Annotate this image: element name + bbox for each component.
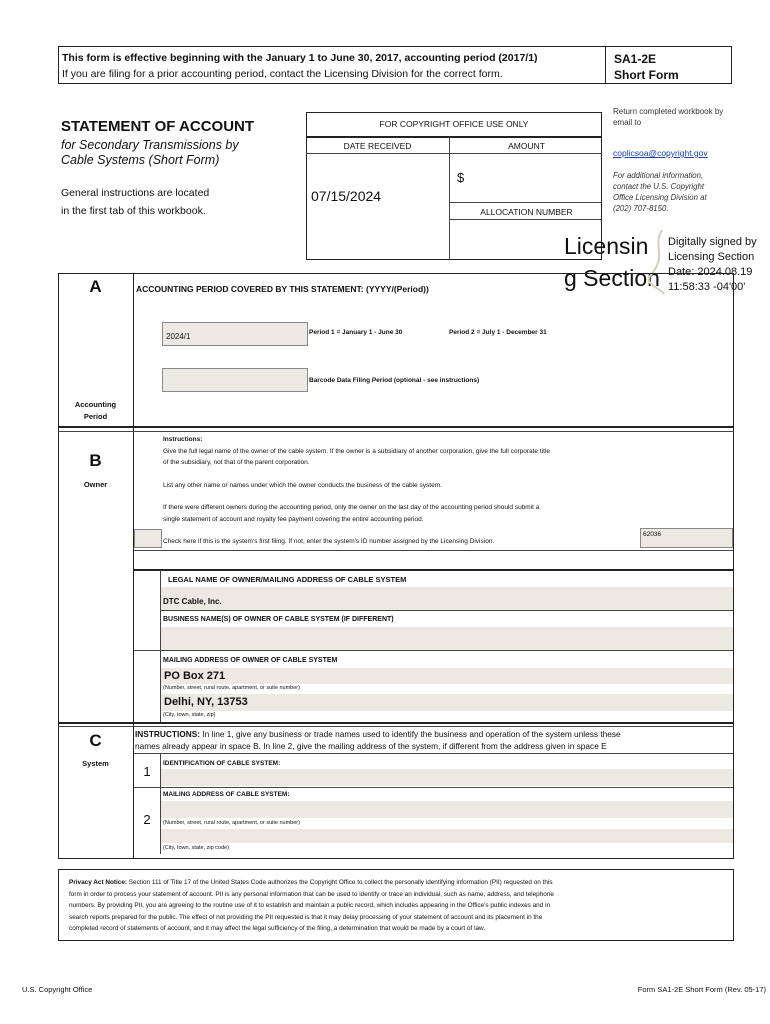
system-mailing-hint-1: (Number, street, rural route, apartment, or suite number) [163,820,300,826]
accounting-period-value: 2024/1 [166,332,191,341]
legal-name-value: DTC Cable, Inc. [163,597,222,606]
owner-mailing-line-2-value: Delhi, NY, 13753 [164,696,248,708]
office-use-divider [306,136,602,138]
footer-right: Form SA1-2E Short Form (Rev. 05-17) [637,985,766,994]
form-code: SA1-2E [614,52,657,66]
general-instructions-2: in the first tab of this workbook. [61,205,206,217]
accounting-period-input[interactable] [162,322,308,346]
privacy-line: completed record of statements of account, and it may affect the legal sufficiency of the filing, a determination that would be made by a court of law. [69,925,486,932]
legal-name-underline [161,610,733,611]
owner-mailing-line-2-input[interactable] [161,694,733,711]
amount-label: AMOUNT [508,141,545,151]
email-link[interactable]: coplicsoa@copyright.gov [613,148,708,158]
section-a-label-1: Accounting [74,400,117,409]
privacy-notice-title: Privacy Act Notice: [69,879,128,886]
system-mailing-label: MAILING ADDRESS OF CABLE SYSTEM: [163,791,290,798]
additional-info [613,170,707,214]
owner-block-top [134,569,733,571]
barcode-period-input[interactable] [162,368,308,392]
privacy-line: numbers. By providing PII, you are agreeing to the routine use of it to establish and maintain a public record, which includes appearing in the Office's public indexes and in [69,902,551,909]
allocation-divider [450,219,602,220]
signature-detail-line: Digitally signed by [668,236,757,248]
legal-name-label: LEGAL NAME OF OWNER/MAILING ADDRESS OF CABLE SYSTEM [168,575,407,584]
business-names-input[interactable] [161,627,733,650]
signature-detail-line: Date: 2024.08.19 [668,266,753,278]
office-use-header: FOR COPYRIGHT OFFICE USE ONLY [379,119,529,129]
section-c-instructions-title: INSTRUCTIONS: [135,729,200,739]
notice-line-2: If you are filing for a prior accounting period, contact the Licensing Division for the correct form. [62,68,503,80]
section-c-label: System [82,759,109,768]
system-mailing-line-2-input[interactable] [161,829,733,843]
date-received-value: 07/15/2024 [311,188,382,204]
general-instructions-1: General instructions are located [61,187,210,199]
legal-name-input[interactable] [161,587,733,610]
identification-label: IDENTIFICATION OF CABLE SYSTEM: [163,760,281,767]
amount-currency: $ [457,170,465,185]
additional-info-line: Office Licensing Division at [613,193,707,202]
section-a-letter: A [89,277,102,296]
section-c-instructions-divider [134,753,733,754]
title-subline-1: for Secondary Transmissions by [61,138,239,152]
instruction-line: If there were different owners during the accounting period, only the owner on the last day of the accounting period should submit a [163,504,540,511]
owner-mailing-line-1-value: PO Box 271 [164,670,226,682]
signature-detail-line: 11:58:33 -04'00' [668,281,746,293]
section-a-label-2: Period [83,412,108,421]
owner-mailing-hint-1: (Number, street, rural route, apartment, or suite number) [163,685,300,691]
amount-divider [450,202,602,203]
footer-left: U.S. Copyright Office [22,985,93,994]
additional-info-line: contact the U.S. Copyright [613,182,705,191]
privacy-line: form in order to process your statement of account. PII is any personal information that can be used to identify or trace an individual, such as name, address, and telephone [69,890,554,898]
line-number-1: 1 [143,764,151,779]
instruction-line: Give the full legal name of the owner of the cable system. If the owner is a subsidiary of another corporation, give the full corporate title [163,447,550,455]
owner-id-divider [134,550,733,551]
section-a-b-divider-2 [58,431,734,432]
identification-underline [134,787,733,788]
instructions-title: Instructions: [163,436,203,443]
additional-info-line: (202) 707-8150. [613,204,669,213]
privacy-line: Section 111 of Title 17 of the United States Code authorizes the Copyright Office to collect the personally identifying information (PII) requested on this [127,879,553,886]
privacy-notice-box [58,869,734,941]
instruction-line: single statement of account and royalty fee payment covering the entire accounting period. [163,515,424,523]
business-names-underline [134,650,733,651]
date-received-label: DATE RECEIVED [343,141,412,151]
system-id-input[interactable] [640,528,733,548]
privacy-notice-text [69,877,554,935]
form-name: Short Form [614,68,679,82]
section-b-c-divider [58,722,734,724]
office-use-box [306,112,602,260]
allocation-number-label: ALLOCATION NUMBER [480,207,573,217]
owner-mailing-label: MAILING ADDRESS OF OWNER OF CABLE SYSTEM [163,657,338,664]
owner-mailing-line-1-input[interactable] [161,668,733,684]
period-2-note: Period 2 = July 1 - December 31 [449,329,547,336]
system-mailing-hint-2: (City, town, state, zip code) [163,845,229,851]
owner-instructions [163,434,550,525]
office-use-vdivider [449,137,450,260]
office-use-divider-2 [306,153,602,154]
section-c-letter: C [89,731,102,750]
system-id-value: 62036 [643,531,662,538]
signature-name-line-1: Licensin [564,233,649,259]
section-c-instruction-text: In line 1, give any business or trade names used to identify the business and operation of the system unless these [200,729,621,739]
effective-notice-box [58,46,606,84]
page-title: STATEMENT OF ACCOUNT [61,118,255,135]
system-mailing-line-1-input[interactable] [161,801,733,818]
signature-name-line-2: g Section [564,265,660,291]
period-1-note: Period 1 = January 1 - June 30 [309,329,403,336]
section-a-b-divider [58,426,734,428]
notice-line-1: This form is effective beginning with the January 1 to June 30, 2017, accounting period (2017/1) [62,52,538,64]
signature-detail-line: Licensing Section [668,251,755,263]
return-note: Return completed workbook by email to [613,107,724,127]
line-number-2: 2 [143,812,151,827]
additional-info-line: For additional information, [613,171,704,180]
instruction-line: of the subsidiary, not that of the parent corporation. [163,459,310,466]
privacy-line: search reports prepared for the public. The effect of not providing the PII requested is that it may delay processing of your statement of account and its placement in the [69,913,543,921]
section-c-instruction-text: names already appear in space B. In line 2, give the mailing address of the system, if different from the address given in space E [135,741,607,751]
first-filing-label: Check here if this is the system's first filing. If not, enter the system's ID number assigned by the Licensing Division. [163,538,495,545]
business-names-label: BUSINESS NAME(S) OF OWNER OF CABLE SYSTEM (IF DIFFERENT) [163,616,394,623]
barcode-period-label: Barcode Data Filing Period (optional - see instructions) [309,377,480,384]
first-filing-checkbox[interactable] [134,529,162,548]
title-subline-2: Cable Systems (Short Form) [61,153,220,167]
section-b-label: Owner [83,480,108,489]
section-b-c-divider-2 [58,726,734,727]
form-id-box [606,46,732,84]
identification-input[interactable] [161,769,733,786]
instruction-line: List any other name or names under which the owner conducts the business of the cable system. [163,481,442,489]
section-b-letter: B [89,451,102,470]
section-c-instructions [135,728,621,752]
owner-mailing-hint-2: (City, town, state, zip) [163,712,216,718]
section-a-heading: ACCOUNTING PERIOD COVERED BY THIS STATEMENT: (YYYY/(Period)) [136,284,429,294]
